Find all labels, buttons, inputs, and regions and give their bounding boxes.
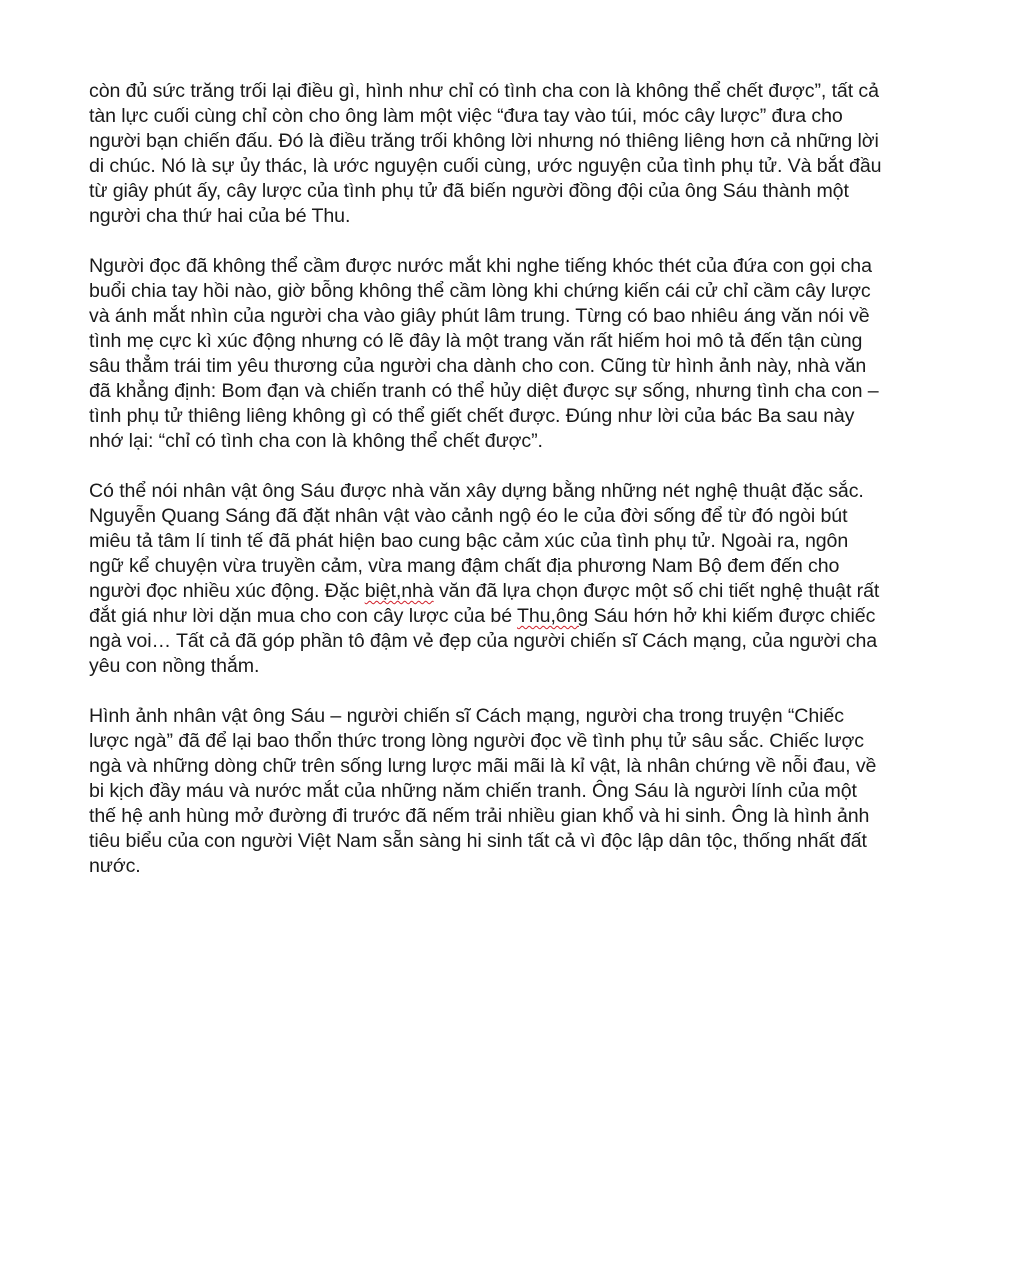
text-line: yêu con nồng thắm. (89, 655, 260, 677)
text-line: ngữ kể chuyện vừa truyền cảm, vừa mang đậm chất địa phương Nam Bộ đem đến cho (89, 555, 840, 577)
paragraph-1 (89, 79, 989, 229)
text-line: tàn lực cuối cùng chỉ còn cho ông làm một việc “đưa tay vào túi, móc cây lược” đưa cho (89, 105, 843, 127)
text-line: tình mẹ cực kì xúc động nhưng có lẽ đây là một trang văn rất hiếm hoi mô tả đến tận cùng (89, 330, 863, 352)
text-line (89, 579, 989, 604)
text-line: đã khẳng định: Bom đạn và chiến tranh có thể hủy diệt được sự sống, nhưng tình cha con – (89, 380, 879, 402)
text-line: lược ngà” đã để lại bao thổn thức trong lòng người đọc về tình phụ tử sâu sắc. Chiếc lược (89, 730, 864, 752)
text-line: Có thể nói nhân vật ông Sáu được nhà văn xây dựng bằng những nét nghệ thuật đặc sắc. (89, 480, 864, 502)
paragraph-2 (89, 254, 989, 454)
text-line: Nguyễn Quang Sáng đã đặt nhân vật vào cảnh ngộ éo le của đời sống để từ đó ngòi bút (89, 505, 848, 527)
text-run: Sáu hớn hở khi kiếm được chiếc (588, 605, 876, 627)
text-run: văn đã lựa chọn được một số chi tiết nghệ thuật rất (433, 580, 880, 602)
text-line: còn đủ sức trăng trối lại điều gì, hình như chỉ có tình cha con là không thể chết được”, tất cả (89, 80, 879, 102)
text-line: di chúc. Nó là sự ủy thác, là ước nguyện cuối cùng, ước nguyện của tình phụ tử. Và bắt đầu (89, 155, 882, 177)
text-run: đắt giá như lời dặn mua cho con cây lược của bé (89, 605, 518, 627)
text-line: và ánh mắt nhìn của người cha vào giây phút lâm trung. Từng có bao nhiêu áng văn nói về (89, 305, 870, 327)
text-line: miêu tả tâm lí tinh tế đã phát hiện bao cung bậc cảm xúc của tình phụ tử. Ngoài ra, ngôn (89, 530, 849, 552)
text-run: người đọc nhiều xúc động. Đặc (89, 580, 365, 602)
document-body (89, 79, 989, 904)
text-line: tiêu biểu của con người Việt Nam sẵn sàng hi sinh tất cả vì độc lập dân tộc, thống nhất đất (89, 830, 867, 852)
text-line (89, 604, 989, 629)
text-line: người bạn chiến đấu. Đó là điều trăng trối không lời nhưng nó thiêng liêng hơn cả những lời (89, 130, 879, 152)
text-line: Hình ảnh nhân vật ông Sáu – người chiến sĩ Cách mạng, người cha trong truyện “Chiếc (89, 705, 844, 727)
text-line: tình phụ tử thiêng liêng không gì có thể giết chết được. Đúng như lời của bác Ba sau này (89, 405, 855, 427)
text-line: ngà và những dòng chữ trên sống lưng lược mãi mãi là kỉ vật, là nhân chứng về nỗi đau, về (89, 755, 877, 777)
paragraph-3 (89, 479, 989, 679)
text-line: nhớ lại: “chỉ có tình cha con là không thể chết được”. (89, 430, 543, 452)
text-line: Người đọc đã không thể cầm được nước mắt khi nghe tiếng khóc thét của đứa con gọi cha (89, 255, 872, 277)
text-line: buổi chia tay hồi nào, giờ bỗng không thể cầm lòng khi chứng kiến cái cử chỉ cầm cây lược (89, 280, 871, 302)
text-line: bi kịch đầy máu và nước mắt của những năm chiến tranh. Ông Sáu là người lính của một (89, 780, 857, 802)
text-line: ngà voi… Tất cả đã góp phần tô đậm vẻ đẹp của người chiến sĩ Cách mạng, của người cha (89, 630, 878, 652)
text-line: sâu thẳm trái tim yêu thương của người cha dành cho con. Cũng từ hình ảnh này, nhà văn (89, 355, 867, 377)
spelling-error-word[interactable]: Thu,ông (517, 605, 589, 627)
text-line: từ giây phút ấy, cây lược của tình phụ tử đã biến người đồng đội của ông Sáu thành một (89, 180, 849, 202)
text-line: thế hệ anh hùng mở đường đi trước đã nếm trải nhiều gian khổ và hi sinh. Ông là hình ảnh (89, 805, 870, 827)
text-line: người cha thứ hai của bé Thu. (89, 205, 351, 227)
paragraph-4 (89, 704, 989, 879)
text-line: nước. (89, 855, 141, 877)
spelling-error-word[interactable]: biệt,nhà (364, 580, 434, 602)
